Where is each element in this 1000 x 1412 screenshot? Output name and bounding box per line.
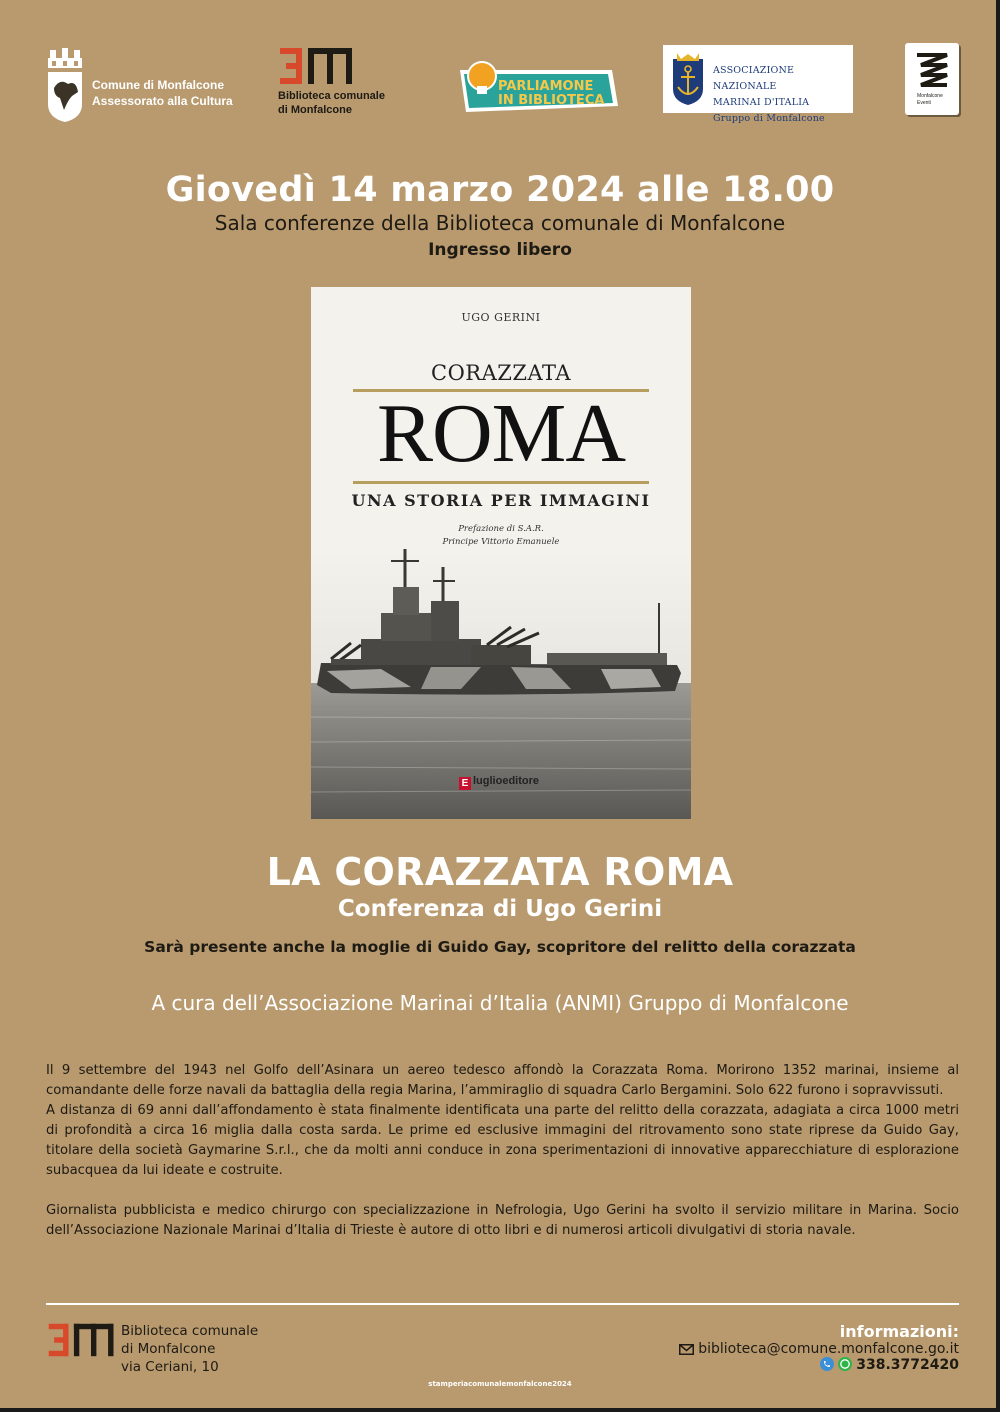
cover-publisher: [459, 775, 539, 790]
comune-logo: [46, 44, 246, 124]
footer-library: [121, 1322, 258, 1376]
bm-name: Biblioteca comunale: [278, 90, 385, 102]
description-paragraph-1: Il 9 settembre del 1943 nel Golfo dell’Asinara un aereo tedesco affondò la Corazzata Roma. Morirono 1352 marinai, insieme al comandante delle forze navali da battaglia della regia Marina, l’ammiraglio di squadra Carlo Bergamini. Solo 622 furono i sopravvissuti.: [46, 1063, 959, 1098]
email-icon: [679, 1344, 694, 1355]
guest-note: Sarà presente anche la moglie di Guido Gay, scopritore del relitto della corazzata: [144, 938, 856, 956]
footer-library-address: via Ceriani, 10: [121, 1359, 219, 1375]
parliamone-line2: IN BIBLIOTECA: [498, 93, 605, 108]
cover-pre-title: CORAZZATA: [431, 361, 571, 385]
cover-preface: [311, 523, 691, 549]
logo-bar: [0, 40, 1000, 124]
cover-title: ROMA: [376, 387, 626, 480]
bm-text: [278, 89, 385, 117]
anmi-line3: Gruppo di Monfalcone: [713, 113, 825, 124]
event-subtitle: Conferenza di Ugo Gerini: [337, 896, 663, 922]
phone-number[interactable]: 338.3772420: [856, 1357, 959, 1373]
cover-preface-line1: Prefazione di S.A.R.: [458, 524, 544, 534]
cover-author: UGO GERINI: [461, 311, 541, 324]
info-phone[interactable]: [820, 1357, 959, 1373]
event-date-time: Giovedì 14 marzo 2024 alle 18.00: [165, 170, 835, 210]
monfalcone-eventi-logo: [905, 43, 959, 115]
bm-logo-icon: [278, 46, 356, 86]
parliamone-line1: PARLIAMONE: [498, 79, 594, 94]
info-title: informazioni:: [839, 1322, 959, 1341]
comune-text: [92, 77, 233, 109]
book-cover: [311, 287, 691, 819]
cover-subtitle: UNA STORIA PER IMMAGINI: [351, 491, 651, 510]
event-venue: Sala conferenze della Biblioteca comunale di Monfalcone: [214, 211, 786, 235]
footer-library-city: di Monfalcone: [121, 1341, 216, 1357]
publisher-mark: E: [459, 777, 471, 790]
footer-library-name: Biblioteca comunale: [121, 1323, 259, 1339]
cover-preface-line2: Principe Vittorio Emanuele: [442, 537, 560, 547]
anchor-badge-icon: [669, 51, 707, 107]
mf-logo-icon: [905, 43, 959, 115]
cover-rule-bottom: [353, 481, 649, 484]
comune-name: Comune di Monfalcone: [92, 78, 224, 92]
crest-icon: [46, 48, 84, 122]
publisher-name: luglioeditore: [473, 775, 539, 787]
mf-line1: Monfalcone: [917, 93, 943, 99]
email-address[interactable]: biblioteca@comune.monfalcone.go.it: [698, 1341, 959, 1357]
info-email[interactable]: [679, 1341, 959, 1357]
curated-by: A cura dell’Associazione Marinai d’Italia (ANMI) Gruppo di Monfalcone: [151, 991, 849, 1015]
whatsapp-icon: [838, 1357, 852, 1371]
footer-divider: [46, 1303, 959, 1305]
author-bio: Giornalista pubblicista e medico chirurgo con specializzazione in Nefrologia, Ugo Gerini ha svolto il servizio militare in Marina. Socio dell’Associazione Nazionale Marinai d’Italia di Trieste è autore di otto libri e di numerosi articoli divulgativi di storia navale.: [46, 1203, 959, 1238]
entry-note: Ingresso libero: [428, 240, 572, 260]
event-description: [46, 1061, 959, 1241]
print-credit: stamperiacomunalemonfalcone2024: [428, 1380, 572, 1388]
description-paragraph-2: A distanza di 69 anni dall’affondamento è stata finalmente identificata una parte del relitto della corazzata, adagiata a circa 1000 metri di profondità a circa 16 miglia dalla costa sarda. Le prime ed esclusive immagini del ritrovamento sono state riprese da Guido Gay, titolare della società Gaymarine S.r.l., che da molti anni conduce in zona sperimentazioni di innovative apparecchiature di esplorazione subacquea da lui ideate e costruite.: [46, 1103, 959, 1178]
anmi-line2: MARINAI D'ITALIA: [713, 97, 810, 108]
parliamone-logo: [452, 56, 620, 116]
anmi-line1: ASSOCIAZIONE NAZIONALE: [713, 65, 795, 92]
anmi-text: [713, 63, 853, 127]
bm-city: di Monfalcone: [278, 104, 352, 116]
bm-logo-icon: [46, 1322, 118, 1358]
mf-line2: Eventi: [917, 100, 931, 106]
phone-icon: [820, 1357, 834, 1371]
biblioteca-logo: [278, 44, 418, 124]
anmi-logo: [663, 45, 853, 124]
event-title: LA CORAZZATA ROMA: [266, 850, 734, 894]
comune-department: Assessorato alla Cultura: [92, 94, 233, 108]
